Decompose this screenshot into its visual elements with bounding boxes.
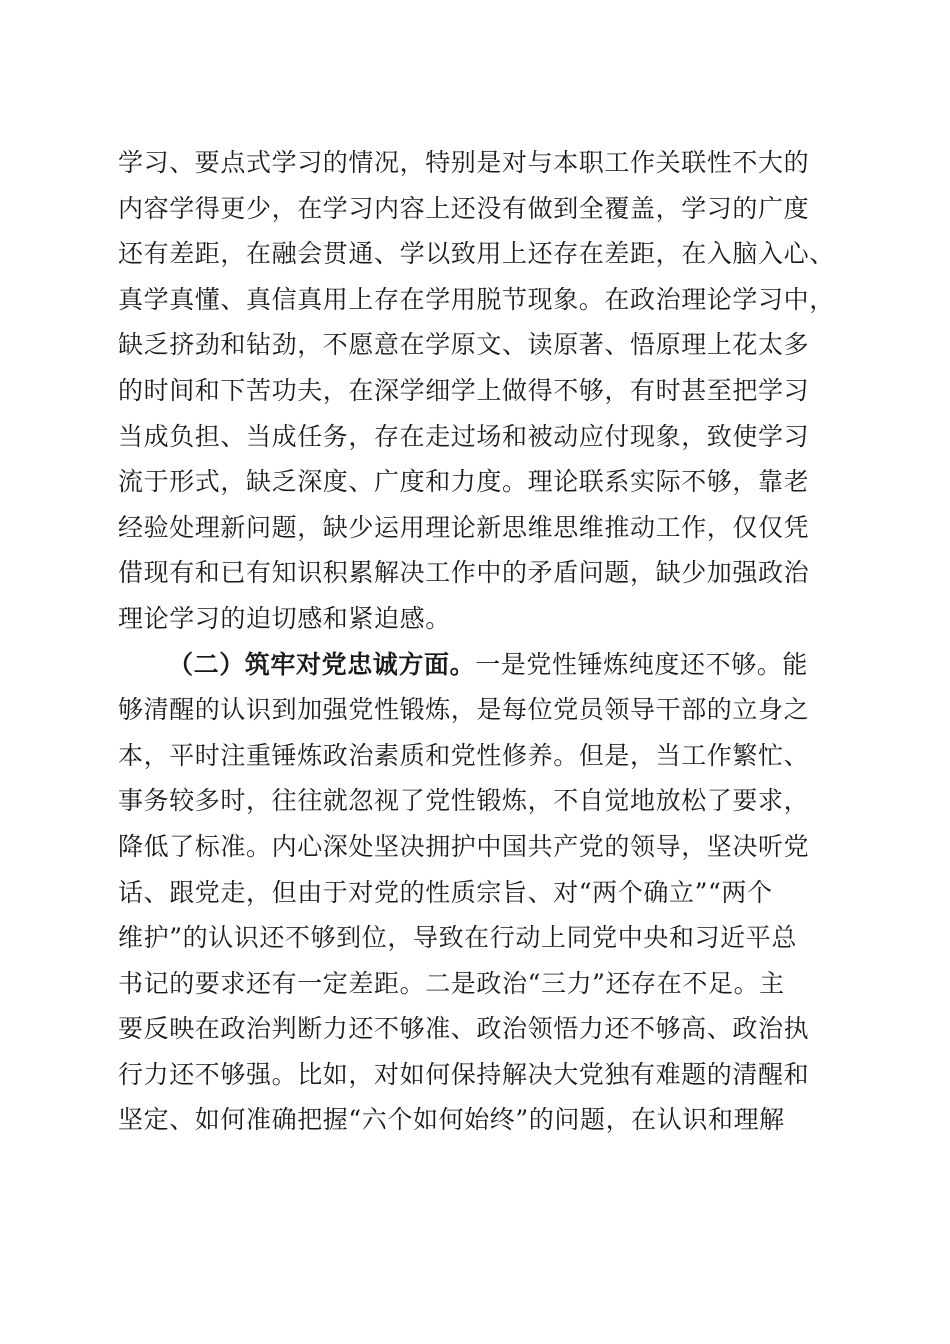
- text-line: 行力还不够强。比如，对如何保持解决大党独有难题的清醒和: [118, 1059, 810, 1089]
- text-line: 话、跟党走，但由于对党的性质宗旨、对“两个确立”“两个: [118, 877, 773, 907]
- text-line: 还有差距，在融会贯通、学以致用上还存在差距，在入脑入心、: [118, 239, 835, 269]
- text-line: 维护”的认识还不够到位，导致在行动上同党中央和习近平总: [118, 923, 797, 953]
- text-line: 流于形式，缺乏深度、广度和力度。理论联系实际不够，靠老: [118, 467, 810, 497]
- text-line: 真学真懂、真信真用上存在学用脱节现象。在政治理论学习中，: [118, 284, 835, 314]
- text-line: 学习、要点式学习的情况，特别是对与本职工作关联性不大的: [118, 148, 810, 177]
- text-line: 书记的要求还有一定差距。二是政治“三力”还存在不足。主: [118, 968, 785, 998]
- paragraph-first-line: [118, 642, 834, 688]
- text-line: 坚定、如何准确把握“六个如何始终”的问题，在认识和理解: [118, 1105, 785, 1135]
- text-segment: 一是党性锤炼纯度还不够。能: [475, 649, 809, 679]
- text-line: 够清醒的认识到加强党性锻炼，是每位党员领导干部的立身之: [118, 695, 810, 725]
- text-line: 内容学得更少，在学习内容上还没有做到全覆盖，学习的广度: [118, 193, 810, 223]
- text-line: 理论学习的迫切感和紧迫感。: [118, 603, 451, 633]
- text-line: 事务较多时，往往就忽视了党性锻炼，不自觉地放松了要求，: [118, 786, 810, 816]
- text-line: 缺乏挤劲和钻劲，不愿意在学原文、读原著、悟原理上花太多: [118, 330, 810, 360]
- text-line: 借现有和已有知识积累解决工作中的矛盾问题，缺少加强政治: [118, 558, 810, 588]
- text-line: 降低了标准。内心深处坚决拥护中国共产党的领导，坚决听党: [118, 831, 810, 861]
- text-line: 本，平时注重锤炼政治素质和党性修养。但是，当工作繁忙、: [118, 740, 810, 770]
- document-page: [118, 140, 834, 1143]
- text-line: 要反映在政治判断力还不够准、政治领悟力还不够高、政治执: [118, 1014, 810, 1044]
- paragraph-study: [118, 140, 834, 642]
- text-line: 的时间和下苦功夫，在深学细学上做得不够，有时甚至把学习: [118, 375, 810, 405]
- section-heading: （二）筑牢对党忠诚方面。: [168, 649, 476, 679]
- paragraph-party-loyalty: [118, 642, 834, 1144]
- text-line: 当成负担、当成任务，存在走过场和被动应付现象，致使学习: [118, 421, 810, 451]
- text-line: 经验处理新问题，缺少运用理论新思维思维推动工作，仅仅凭: [118, 512, 810, 542]
